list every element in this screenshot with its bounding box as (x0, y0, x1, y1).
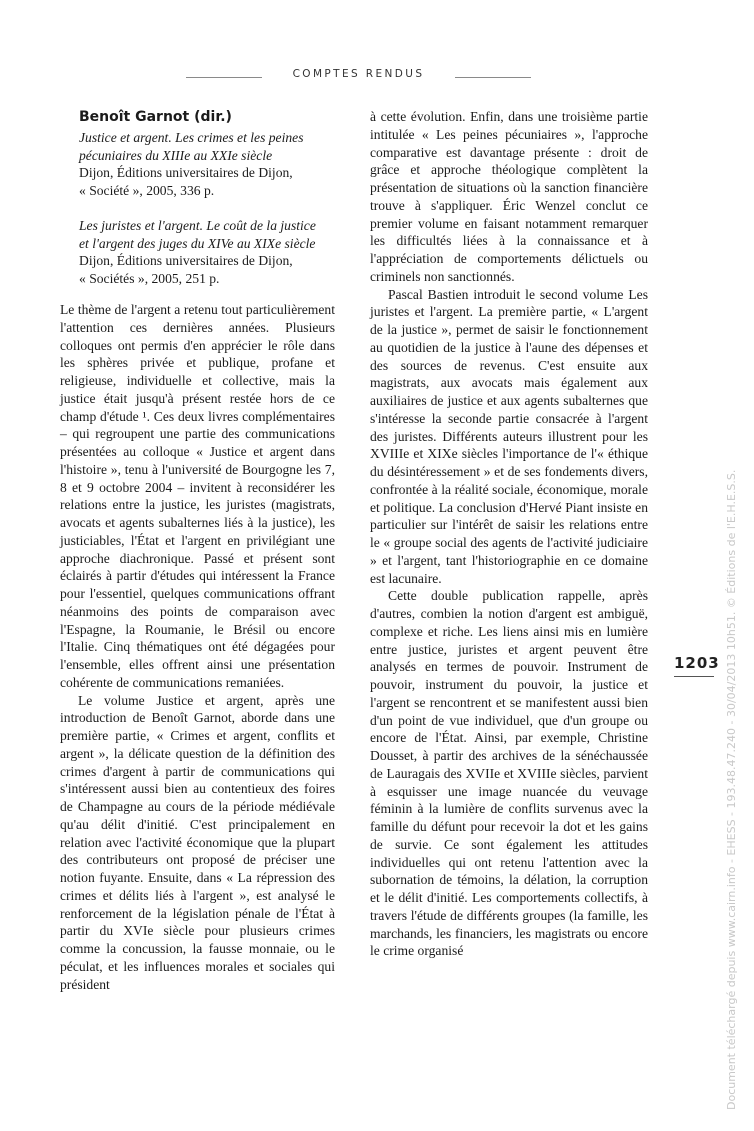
body-paragraph: Le thème de l'argent a retenu tout particulièrement l'attention ces dernières années. Plusieurs colloques ont permis d'en apprécier le rôle dans les sphères privée et publique, profane et religieuse, individuelle et collective, mais la justice était jusqu'à présent restée hors de ce champ d'étude ¹. Ces deux livres complémentaires – qui regroupent une partie des communications présentées au colloque « Justice et argent dans l'histoire », tenu à l'université de Bourgogne les 7, 8 et 9 octobre 2004 – invitent à reconsidérer les relations entre la justice, les juristes (magistrats, avocats et agents subalternes liés à la justice), les justiciables, l'État et l'argent en privilégiant une approche diachronique. Passé et présent sont éclairés à partir d'études qui intéressent la France pour l'essentiel, quelques communications offrant néanmoins des points de comparaison avec l'Espagne, la Roumanie, le Brésil ou encore l'Italie. Cinq thématiques ont été dégagées pour l'ensemble, elles offrent ainsi une présentation cohérente de communications remaniées. (60, 302, 335, 690)
running-head (0, 68, 754, 88)
book-reference-1 (60, 108, 335, 199)
running-head-title: COMPTES RENDUS (292, 68, 425, 80)
left-column (60, 108, 335, 993)
body-paragraph: Pascal Bastien introduit le second volume Les juristes et l'argent. La première partie, « L'argent de la justice », permet de saisir le fonctionnement au quotidien de la justice à l'aune des dépenses et des sources de revenus. C'est ensuite aux magistrats, aux avocats mais également aux auxiliaires de justice et aux agents subalternes que s'intéresse la seconde partie consacrée à l'argent des juristes. Différents auteurs illustrent pour les XVIIIe et XIXe siècles l'importance de l'« éthique du désintéressement » et de ses fondements divers, confrontée à la réalité sociale, économique, morale et politique. La conclusion d'Hervé Piant insiste en particulier sur l'intérêt de saisir les relations entre le « groupe social des agents de l'activité judiciaire » et l'argent, tant l'historiographie en ce domaine est lacunaire. (370, 286, 648, 586)
book-publisher-line: Dijon, Éditions universitaires de Dijon, (79, 253, 293, 268)
running-head-rule-left (186, 77, 262, 78)
right-column (370, 108, 648, 960)
download-watermark: Document téléchargé depuis www.cairn.info - EHESS - 193.48.47.240 - 30/04/2013 10h51. © Éditions de l'E.H.E.S.S. (725, 469, 738, 1110)
running-head-rule-right (455, 77, 531, 78)
body-paragraph: à cette évolution. Enfin, dans une troisième partie intitulée « Les peines pécuniaires », l'approche comparative est davantage présente : droit de grâce et approche théologique complètent la présentation de situations où la sanction financière trouve à s'appliquer. Éric Wenzel conclut ce premier volume en faisant notamment remarquer les difficultés liées à la connaissance et à l'appréciation de comportements délictuels ou criminels non sanctionnés. (370, 109, 648, 284)
book-publisher-line: Dijon, Éditions universitaires de Dijon, (79, 165, 293, 180)
book-title-line: Les juristes et l'argent. Le coût de la justice (79, 218, 316, 233)
page-number-rule (674, 676, 714, 677)
book-title-line: Justice et argent. Les crimes et les peines (79, 130, 304, 145)
page-number-text: 1203 (674, 654, 720, 672)
book-references (60, 108, 335, 287)
body-paragraph: Cette double publication rappelle, après d'autres, combien la notion d'argent est ambiguë, complexe et riche. Les liens ainsi mis en lumière entre justice, juristes et argent peuvent être analysés en termes de pouvoir. Instrument de pouvoir, instrument du pouvoir, la justice et l'argent se rencontrent et se manifestent aussi bien d'un point de vue individuel, que d'un groupe ou encore de l'État. Ainsi, par exemple, Christine Dousset, à partir des archives de la sénéchaussée de Lauragais des XVIIe et XVIIIe siècles, parvient à esquisser une image nuancée du veuvage féminin à la lumière de conflits survenus avec la famille du défunt pour recevoir la dot et les gains de survie. Ce sont également les attitudes individuelles qui ont retenu l'attention avec la subornation de témoins, la délation, la corruption et le délit d'initié. Les comportements collectifs, à travers l'étude de différents groupes (la famille, les marchands, les financiers, les magistrats ou encore le crime organisé (370, 588, 648, 959)
book-reference-2 (60, 217, 335, 287)
book-publisher-line: « Sociétés », 2005, 251 p. (79, 270, 220, 286)
book-publisher-line: « Société », 2005, 336 p. (79, 182, 215, 198)
page-number (674, 654, 718, 672)
book-title-line: pécuniaires du XIIIe au XXIe siècle (79, 147, 273, 163)
body-paragraph: Le volume Justice et argent, après une introduction de Benoît Garnot, aborde dans une première partie, « Crimes et argent, conflits et argent », la délicate question de la définition des crimes d'argent à partir de communications qui s'intéressent aussi bien au contentieux des foires de Champagne au cours de la période médiévale qu'au délit d'initié. C'est principalement en relation avec l'activité économique que la plupart des contributeurs ont proposé de préciser une notion fuyante. Ensuite, dans « La répression des crimes et délits liés à l'argent », est analysé le renforcement de la législation pénale de l'État à partir du XVIe siècle pour plusieurs crimes comme la concussion, la fausse monnaie, ou le péculat, et les influences morales et sociales qui président (60, 692, 335, 992)
book-title-line: et l'argent des juges du XIVe au XIXe siècle (79, 235, 316, 251)
book-author: Benoît Garnot (dir.) (79, 109, 232, 125)
